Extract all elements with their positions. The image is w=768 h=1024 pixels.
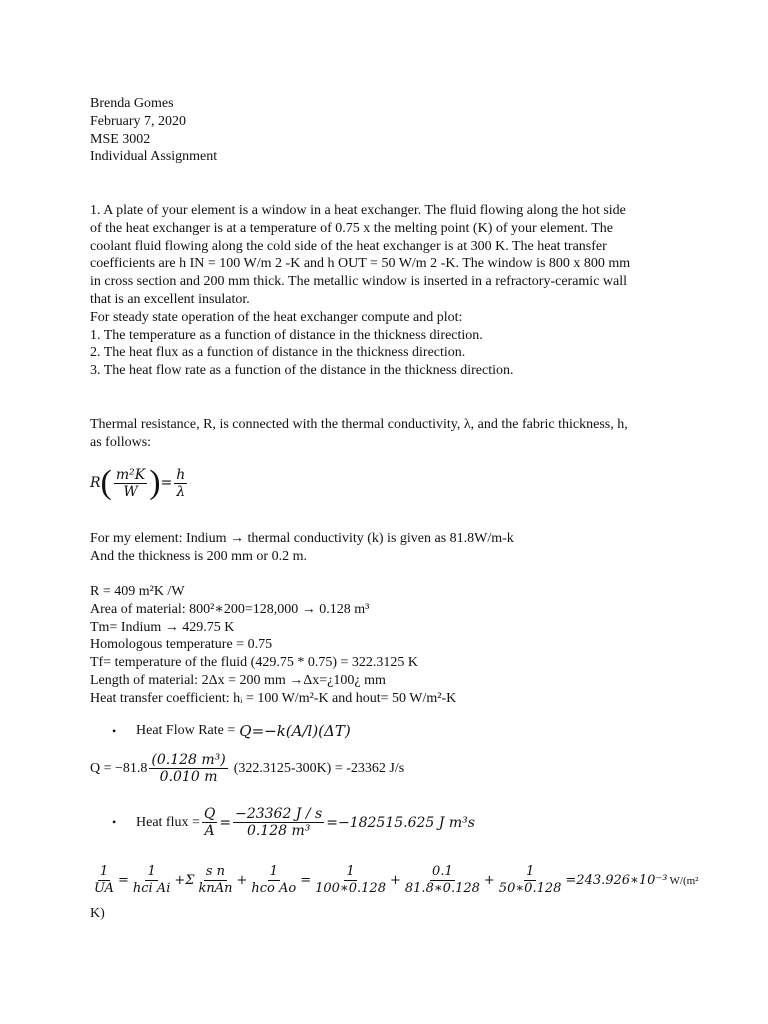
author-name: Brenda Gomes [90,96,174,111]
computed-values [90,583,688,708]
bullet-icon: • [112,815,117,829]
area-value: Area of material: 800²∗200=128,000 → 0.128 m³ [90,601,370,617]
heat-flux-result: =−182515.625 J m³s [326,814,475,831]
problem-line: coefficients are h IN = 100 W/m 2 -K and h OUT = 50 W/m 2 -K. The window is 800 x 800 mm [90,256,631,272]
homologous-value: Homologous temperature = 0.75 [90,637,273,653]
element-info [90,530,688,566]
heat-flow-calculation: Q = −81.8 $\frac{\text{(0.128 m³)}}{0.010 m}$ (322.3125-300K) = -23362 J/s [90,752,405,785]
element-line: And the thickness is 200 mm or 0.2 m. [90,548,307,564]
q-over-a: $\frac{Q}{A}$ [203,806,216,839]
unit-fraction: $\frac{\text{m²K}}{W}$ [115,466,146,500]
ua-unit: W/(m² [669,874,699,887]
course-code: MSE 3002 [90,131,151,147]
heat-flow-bullet [112,722,351,740]
resistance-line: as follows: [90,434,152,450]
h-over-lambda: $\frac{h}{\lambda}$ [176,466,186,500]
problem-line: of the heat exchanger is at a temperature of 0.75 x the melting point (K) of your element. The [90,220,614,236]
htc-value: Heat transfer coefficient: hᵢ = 100 W/m²-K and hout= 50 W/m²-K [90,690,457,706]
bullet-icon: • [112,723,117,738]
heat-flux-bullet: • Heat flux = $\frac{Q}{A}$ = $\frac{-23362 J / s}{\text{0.128 m³}}$ =−182515.625 J m³s [112,806,475,839]
fluid-temperature-value: Tf= temperature of the fluid (429.75 * 0.75) = 322.3125 K [90,655,418,671]
problem-line: 3. The heat flow rate as a function of the distance in the thickness direction. [90,363,514,379]
melting-point-value: Tm= Indium → 429.75 K [90,619,235,635]
area-over-length: $\frac{\text{(0.128 m³)}}{0.010 m}$ [151,752,226,785]
element-line: For my element: Indium → thermal conductivity (k) is given as 81.8W/m-k [90,531,514,546]
heat-flux-label: Heat flux = [136,814,200,830]
problem-line: 1. A plate of your element is a window in a heat exchanger. The fluid flowing along the hot side [90,203,626,218]
problem-line: in cross section and 200 mm thick. The metallic window is inserted in a refractory-ceramic wall [90,274,628,290]
resistance-formula: R ( $\frac{\text{m²K}}{W}$ ) = $\frac{h}{\lambda}$ [90,464,186,501]
flux-value-fraction: $\frac{-23362 J / s}{\text{0.128 m³}}$ [235,806,323,839]
assignment-title: Individual Assignment [90,149,218,165]
problem-line: 2. The heat flux as a function of distance in the thickness direction. [90,345,466,361]
document-date: February 7, 2020 [90,113,187,129]
problem-line: For steady state operation of the heat exchanger compute and plot: [90,309,463,325]
length-value: Length of material: 2Δx = 200 mm →Δx=¿100¿ mm [90,672,386,688]
heat-flow-label: Heat Flow Rate = [136,723,236,738]
problem-line: that is an excellent insulator. [90,291,250,307]
ua-equation: $\frac{1}{UA}$ = $\frac{1}{\text{hci Ai}}$ +Σ $\frac{\text{s n}}{\text{knAn}}$ + $\frac{1}{\text{hco Ao}}$ = $\frac{1}{100∗0.128}$ + $\frac{0.1}{81.8∗0.128}$ + $\frac{1}{50∗0.128}$ =243.926∗10⁻³ W/(m² [94,864,699,896]
document-header [90,95,688,166]
problem-line: coolant fluid flowing along the cold side of the heat exchanger is at 300 K. The heat transfer [90,238,607,254]
ua-unit-continued: K) [90,906,105,921]
ua-result: =243.926∗10⁻³ [565,873,668,888]
problem-line: 1. The temperature as a function of distance in the thickness direction. [90,327,483,343]
problem-statement [90,202,688,380]
resistance-value: R = 409 m²K /W [90,584,185,599]
resistance-line: Thermal resistance, R, is connected with the thermal conductivity, λ, and the fabric thickness, h, [90,417,628,432]
resistance-intro [90,416,688,452]
heat-flow-formula: Q=−k(A/l)(ΔT) [239,722,351,740]
